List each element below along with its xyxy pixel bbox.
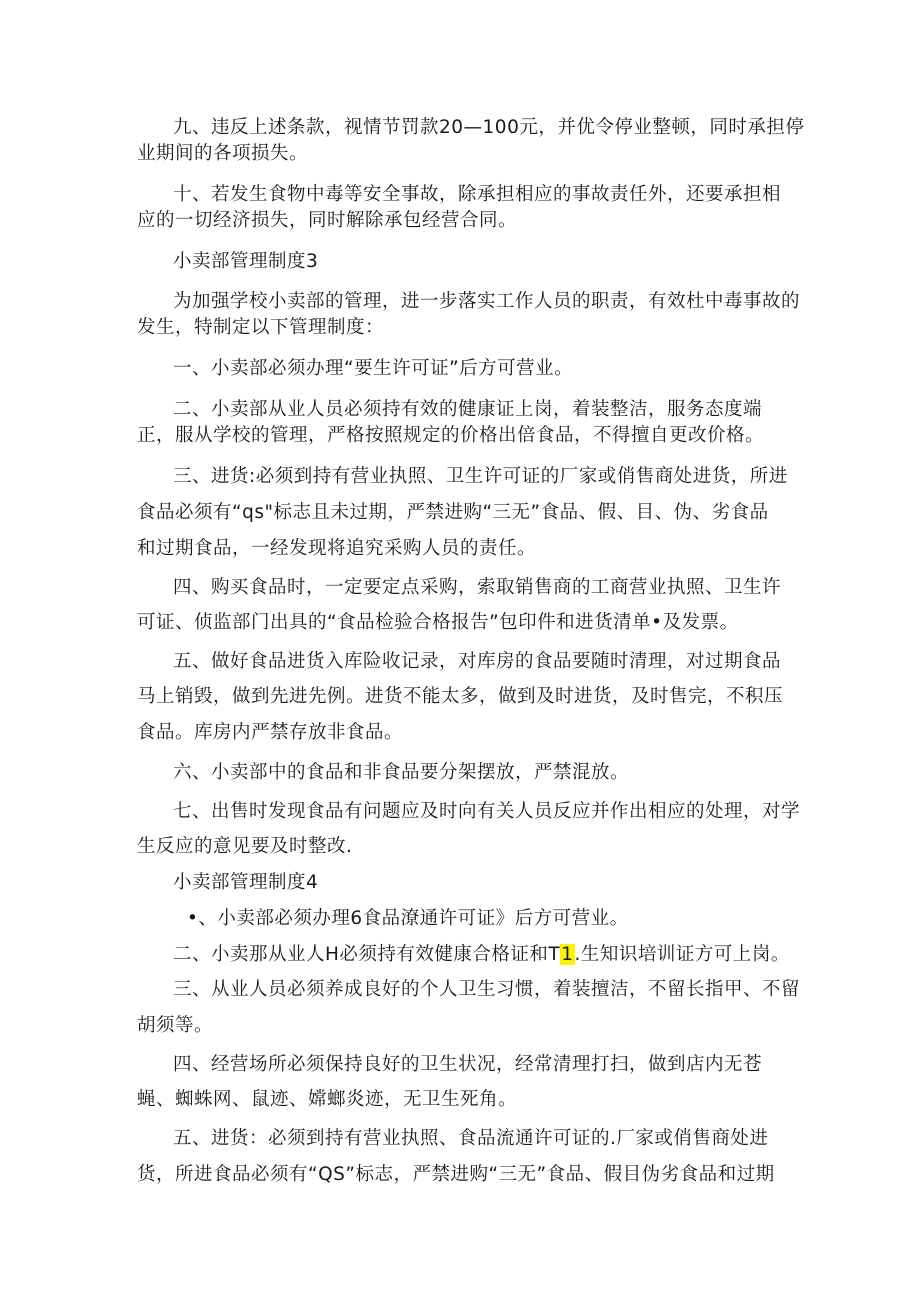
paragraph-line: 五、做好食品进货入库险收记录，对库房的食品要随时清理，对过期食品 — [173, 651, 782, 672]
section-heading: 小卖部管理制度4 — [173, 872, 319, 893]
paragraph-line: 蝇、蜘蛛网、鼠迹、嫦螂炎迹，无卫生死角。 — [137, 1089, 518, 1110]
paragraph-line: 二、小卖部从业人员必须持有效的健康证上岗，着装整洁，服务态度端 — [173, 399, 763, 420]
paragraph-line: 六、小卖部中的食品和非食品要分架摆放，严禁混放。 — [173, 762, 630, 783]
paragraph-line: 胡须等。 — [137, 1015, 214, 1036]
paragraph-line: 货，所进食品必须有“QS”标志，严禁进购“三无”食品、假目伪劣食品和过期 — [137, 1164, 775, 1185]
paragraph-line: 十、若发生食物中毒等安全事故，除承担相应的事故责任外，还要承担相 — [173, 184, 782, 205]
paragraph-line: 业期间的各项损失。 — [137, 143, 309, 164]
paragraph-line: 三、进货:必须到持有营业执照、卫生许可证的厂家或俏售商处进货，所进 — [173, 466, 788, 487]
paragraph-line — [173, 942, 790, 968]
paragraph-line: 为加强学校小卖部的管理，进一步落实工作人员的职责，有效杜中毒事故的 — [173, 291, 801, 312]
paragraph-line: 五、进货：必须到持有营业执照、食品流通许可证的.厂家或俏售商处进 — [173, 1128, 769, 1149]
paragraph-line: 生反应的意见要及时整改. — [137, 836, 353, 857]
paragraph-line: 四、购买食品时，一定要定点采购，索取销售商的工商营业执照、卫生许 — [173, 577, 782, 598]
bullet-line — [173, 906, 629, 932]
paragraph-line: 七、出售时发现食品有问题应及时向有关人员反应并作出相应的处理，对学 — [173, 801, 801, 822]
paragraph-text: •、小卖部必须办理6食品潦通许可证》后方可营业。 — [187, 908, 629, 929]
section-heading: 小卖部管理制度3 — [173, 251, 319, 272]
paragraph-line: 食品。库房内严禁存放非食品。 — [137, 722, 404, 743]
paragraph-line: 三、从业人员必须养成良好的个人卫生习惯，着装擅洁，不留长指甲、不留 — [173, 979, 801, 1000]
paragraph-line: 四、经营场所必须保持良好的卫生状况，经常清理打扫，做到店内无苍 — [173, 1054, 763, 1075]
paragraph-line: 发生，特制定以下管理制度： — [137, 317, 385, 338]
paragraph-text: 二、小卖那从业人H必须持有效健康合格证和T — [173, 944, 561, 965]
paragraph-line: 和过期食品，一经发现将追究采购人员的责任。 — [137, 538, 537, 559]
highlighted-text: 1 — [561, 944, 574, 965]
paragraph-text: .生知识培训证方可上岗。 — [574, 944, 790, 965]
paragraph-line: 正，服从学校的管理，严格按照规定的价格出倍食品，不得擅自更改价格。 — [137, 425, 765, 446]
paragraph-line: 马上销毁，做到先进先例。进货不能太多，做到及时进货，及时售完，不积压 — [137, 686, 784, 707]
paragraph-line: 可证、侦监部门出具的“食品检验合格报告”包印件和进货清单•及发票。 — [137, 612, 739, 633]
paragraph-line: 应的一切经济损失，同时解除承包经营合同。 — [137, 210, 518, 231]
paragraph-line: 一、小卖部必须办理“要生许可证”后方可营业。 — [173, 358, 574, 379]
paragraph-line: 九、违反上述条款，视情节罚款20—100元，并优令停业整顿，同时承担停 — [173, 117, 805, 138]
paragraph-line: 食品必须有“qs"标志且未过期，严禁进购“三无”食品、假、目、伪、劣食品 — [137, 502, 769, 523]
